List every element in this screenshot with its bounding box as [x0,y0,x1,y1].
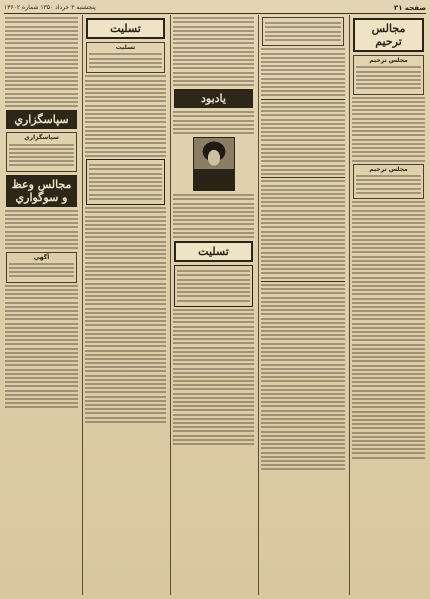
memorial-banner: مجالس ترحيم [353,18,424,52]
column-4 [82,15,168,595]
condolence-notice [86,42,165,73]
column-1 [349,15,427,595]
column-3 [170,15,256,595]
condolence-banner: تسليت [174,241,253,262]
memorial-notice [353,164,424,199]
page-header [4,2,426,14]
ad-notice [6,252,77,283]
divider [261,99,345,100]
thanks-banner: سپاسگزاري [6,110,77,129]
notice-title: آگهي [33,253,50,261]
condolence-banner: تسليت [86,18,165,39]
notice-box [86,159,165,205]
condolence-notice [262,17,344,46]
portrait-photo [193,137,235,191]
divider [261,177,345,178]
sermon-banner: مجالس وعظ و سوگواري [6,175,77,207]
column-2 [258,15,347,595]
remembrance-banner: يادبود [174,89,253,108]
page-number: صفحه ۳۱ [393,3,426,12]
notice-title: مجلس ترحيم [369,165,408,173]
notice-title: مجلس ترحيم [369,57,408,64]
notice-title: تسليت [115,44,136,51]
date-line: پنجشنبه ۳ خرداد ۱۳۵۰ شماره ۱۳۶۰۲ [4,4,96,11]
thanks-notice [6,132,77,172]
divider [261,281,345,282]
memorial-notice [353,55,424,95]
column-5 [3,15,80,595]
condolence-box [174,265,253,307]
notice-title: سپاسگزاري [24,134,59,142]
